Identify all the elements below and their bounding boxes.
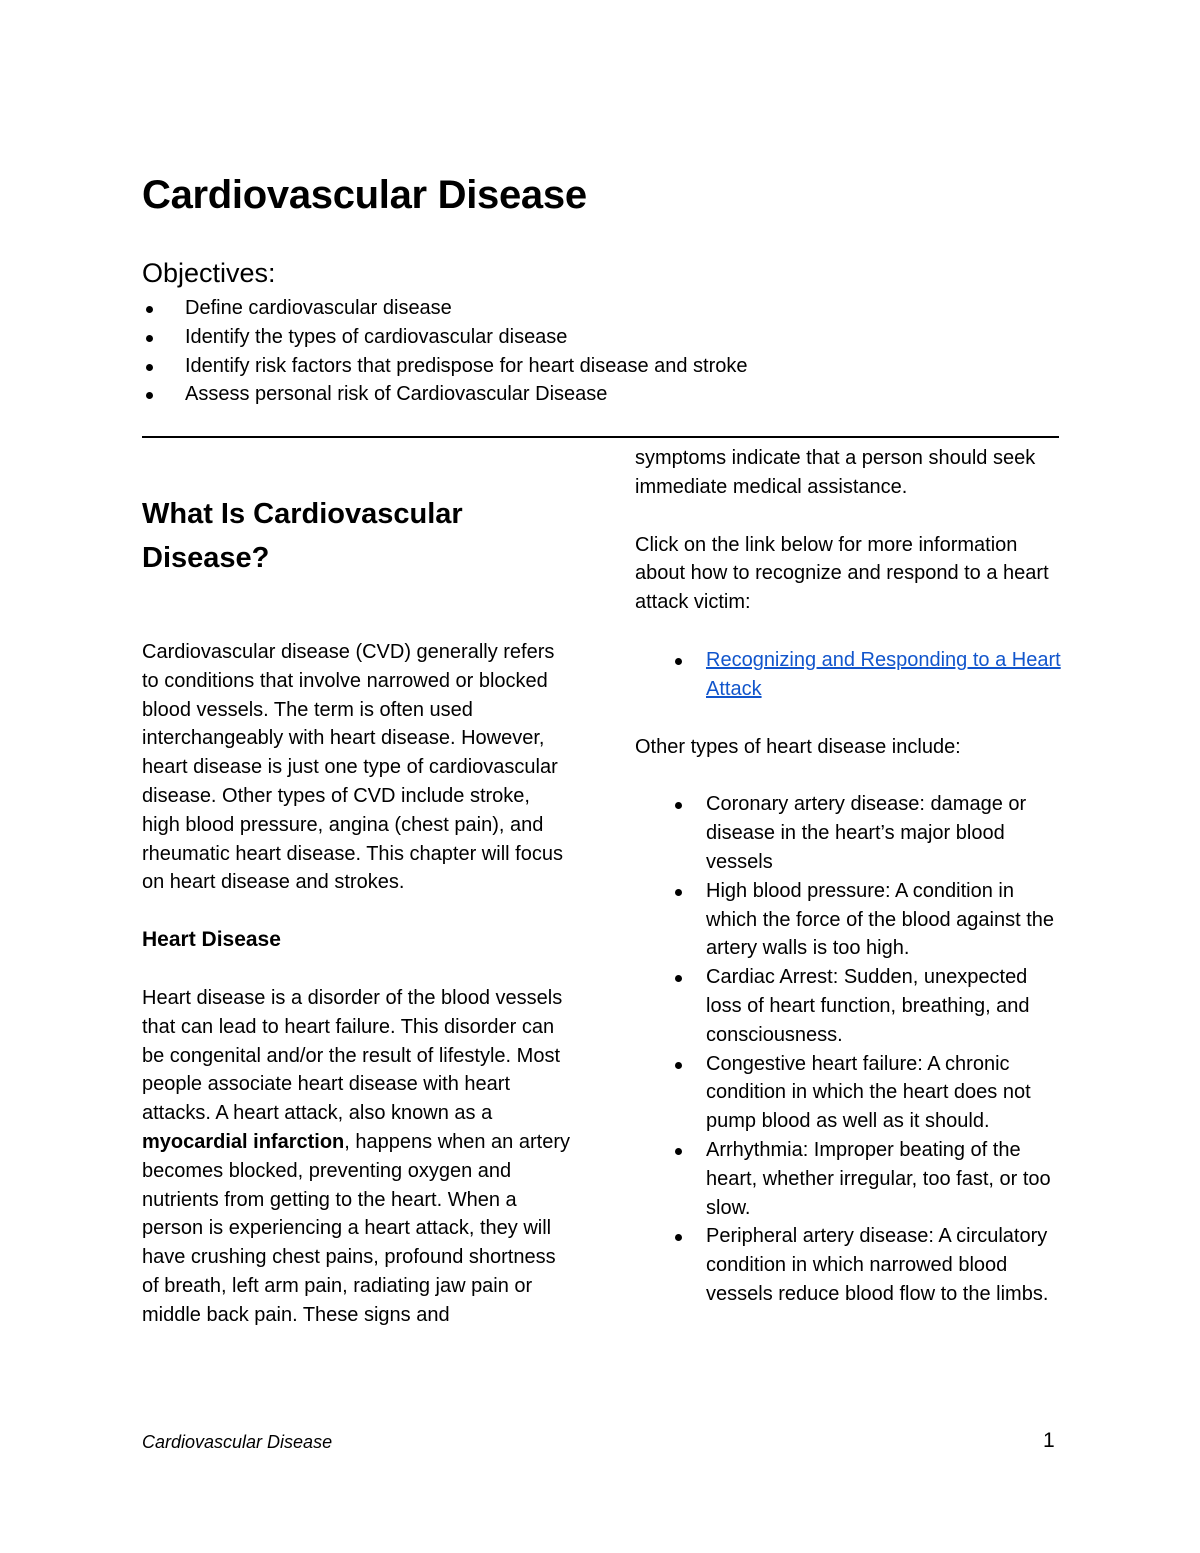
footer-label: Cardiovascular Disease	[142, 1432, 333, 1452]
list-item	[663, 1136, 1065, 1222]
spacer	[142, 955, 572, 984]
bullet-icon	[146, 364, 153, 371]
spacer	[635, 761, 1065, 790]
type-text: Peripheral artery disease: A circulatory condition in which narrowed blood vessels reduce blood flow to the limbs.	[706, 1225, 1049, 1305]
heart-disease-paragraph	[142, 984, 572, 1330]
type-text: Cardiac Arrest: Sudden, unexpected loss of heart function, breathing, and consciousness.	[706, 966, 1030, 1046]
list-item	[663, 1050, 1065, 1136]
list-item	[142, 294, 748, 323]
objectives-heading: Objectives:	[142, 258, 276, 288]
spacer	[635, 704, 1065, 733]
link-list	[635, 646, 1065, 704]
continuation-paragraph: symptoms indicate that a person should seek immediate medical assistance.	[635, 447, 1036, 498]
type-text: High blood pressure: A condition in which the force of the blood against the artery walls is too high.	[706, 879, 1055, 960]
heart-disease-heading: Heart Disease	[142, 928, 281, 952]
bullet-icon	[146, 335, 153, 342]
spacer	[142, 580, 572, 638]
list-item	[663, 877, 1065, 963]
right-column	[635, 444, 1065, 1309]
other-types-heading: Other types of heart disease include:	[635, 735, 961, 758]
horizontal-divider	[142, 436, 1059, 438]
bold-term: myocardial infarction	[142, 1130, 345, 1153]
section-heading: What Is Cardiovascular Disease?	[142, 498, 463, 574]
heart-attack-link[interactable]: Recognizing and Responding to a Heart Attack	[706, 648, 1061, 700]
bullet-icon	[675, 1234, 682, 1241]
bullet-icon	[675, 1062, 682, 1069]
page-title: Cardiovascular Disease	[142, 173, 587, 217]
objectives-list	[142, 294, 748, 409]
left-column	[142, 440, 572, 1330]
list-item	[142, 380, 748, 409]
bullet-icon	[146, 306, 153, 313]
click-instruction: Click on the link below for more information about how to recognize and respond to a heart attack victim:	[635, 533, 1049, 614]
type-text: Arrhythmia: Improper beating of the heart, whether irregular, too fast, or too slow.	[706, 1138, 1051, 1219]
objective-text: Assess personal risk of Cardiovascular Disease	[185, 383, 608, 406]
body-text: , happens when an artery becomes blocked, preventing oxygen and nutrients from getting to the heart. When a person is experiencing a heart attack, they will have crushing chest pains, profound shortness of breath, left arm pain, radiating jaw pain or middle back pain. These signs and	[142, 1130, 570, 1326]
body-text: Heart disease is a disorder of the blood vessels that can lead to heart failure. This disorder can be congenital and/or the result of lifestyle. Most people associate heart disease with heart attacks. A heart attack, also known as a	[142, 986, 563, 1125]
heart-disease-types-list	[635, 790, 1065, 1308]
list-item	[142, 323, 748, 352]
bullet-icon	[675, 658, 682, 665]
list-item	[663, 1222, 1065, 1308]
type-text: Congestive heart failure: A chronic condition in which the heart does not pump blood as well as it should.	[706, 1052, 1031, 1133]
list-item	[663, 963, 1065, 1049]
intro-paragraph: Cardiovascular disease (CVD) generally refers to conditions that involve narrowed or blocked blood vessels. The term is often used interchangeably with heart disease. However, heart disease is just one type of cardiovascular disease. Other types of CVD include stroke, high blood pressure, angina (chest pain), and rheumatic heart disease. This chapter will focus on heart disease and strokes.	[142, 641, 563, 894]
bullet-icon	[675, 1148, 682, 1155]
list-item	[663, 646, 1065, 704]
spacer	[142, 897, 572, 926]
list-item	[142, 352, 748, 381]
page-number: 1	[1043, 1429, 1055, 1452]
type-text: Coronary artery disease: damage or disease in the heart’s major blood vessels	[706, 793, 1027, 873]
spacer	[635, 502, 1065, 531]
bullet-icon	[675, 802, 682, 809]
objective-text: Identify the types of cardiovascular disease	[185, 325, 568, 348]
list-item	[663, 790, 1065, 876]
objective-text: Define cardiovascular disease	[185, 297, 452, 319]
objective-text: Identify risk factors that predispose for heart disease and stroke	[185, 354, 748, 377]
bullet-icon	[675, 889, 682, 896]
bullet-icon	[146, 392, 153, 399]
bullet-icon	[675, 975, 682, 982]
spacer	[635, 617, 1065, 646]
